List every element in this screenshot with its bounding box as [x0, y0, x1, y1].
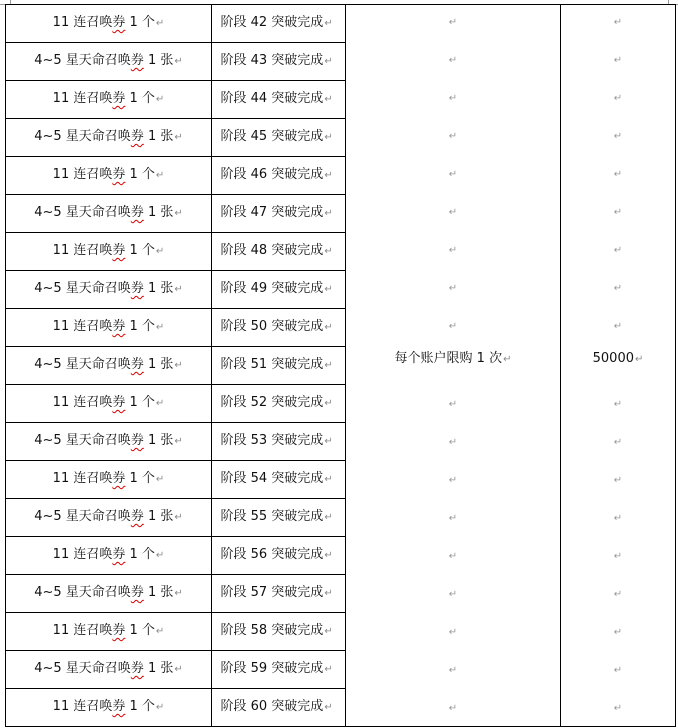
reward-text-prefix: 4~5 星天命召唤 [34, 433, 131, 448]
stage-text: 阶段 53 突破完成 [220, 433, 324, 448]
reward-text-misspelled: 券 [112, 471, 126, 486]
paragraph-mark-icon: ↵ [613, 703, 623, 714]
reward-table [5, 4, 676, 727]
reward-text-suffix: 1 张 [143, 433, 174, 448]
reward-cell[interactable] [6, 195, 212, 233]
purchase-limit-cell[interactable] [346, 5, 561, 727]
paragraph-mark-icon: ↵ [324, 18, 333, 29]
stage-text: 阶段 59 突破完成 [220, 661, 324, 676]
purchase-limit-text [346, 350, 560, 369]
paragraph-mark-icon: ↵ [174, 132, 183, 143]
paragraph-mark-icon: ↵ [613, 627, 623, 638]
paragraph-mark-icon: ↵ [155, 170, 165, 181]
stage-text: 阶段 50 突破完成 [220, 319, 324, 334]
paragraph-mark-icon: ↵ [155, 474, 165, 485]
paragraph-mark-icon: ↵ [174, 664, 183, 675]
paragraph-mark-icon: ↵ [324, 398, 333, 409]
paragraph-mark-icon: ↵ [324, 56, 333, 67]
reward-text-misspelled: 券 [130, 281, 144, 296]
reward-cell[interactable] [6, 537, 212, 575]
reward-text-prefix: 11 连召唤 [52, 699, 113, 714]
paragraph-mark-icon: ↵ [155, 322, 165, 333]
paragraph-mark-icon: ↵ [613, 513, 623, 524]
paragraph-mark-icon: ↵ [324, 94, 333, 105]
reward-text-prefix: 4~5 星天命召唤 [34, 129, 131, 144]
price-text [561, 350, 675, 369]
paragraph-mark-icon: ↵ [448, 513, 458, 524]
reward-text-suffix: 1 张 [143, 357, 174, 372]
stage-text: 阶段 57 突破完成 [220, 585, 324, 600]
reward-text-misspelled: 券 [112, 547, 126, 562]
stage-text: 阶段 54 突破完成 [220, 471, 324, 486]
paragraph-mark-icon: ↵ [448, 703, 458, 714]
paragraph-mark-icon: ↵ [324, 512, 333, 523]
paragraph-mark-icon: ↵ [324, 360, 333, 371]
reward-text-suffix: 1 张 [143, 509, 174, 524]
reward-cell[interactable] [6, 271, 212, 309]
paragraph-mark-icon: ↵ [448, 131, 458, 142]
reward-text-misspelled: 券 [112, 699, 126, 714]
stage-text: 阶段 49 突破完成 [220, 281, 324, 296]
reward-text-prefix: 11 连召唤 [52, 319, 113, 334]
stage-text: 阶段 60 突破完成 [220, 699, 324, 714]
stage-text: 阶段 48 突破完成 [220, 243, 324, 258]
paragraph-mark-icon: ↵ [174, 360, 183, 371]
paragraph-mark-icon: ↵ [174, 588, 183, 599]
paragraph-mark-icon: ↵ [155, 94, 165, 105]
table-row [6, 5, 676, 43]
stage-cell[interactable] [212, 499, 346, 537]
paragraph-mark-icon: ↵ [448, 207, 458, 218]
reward-text-suffix: 1 个 [125, 91, 155, 106]
paragraph-mark-icon: ↵ [448, 399, 458, 410]
reward-text-suffix: 1 张 [143, 129, 174, 144]
paragraph-mark-icon: ↵ [324, 246, 333, 257]
paragraph-mark-icon: ↵ [324, 132, 333, 143]
stage-cell[interactable] [212, 43, 346, 81]
reward-text-prefix: 4~5 星天命召唤 [34, 509, 131, 524]
reward-text-misspelled: 券 [112, 91, 126, 106]
reward-text-misspelled: 券 [112, 243, 126, 258]
reward-text-suffix: 1 张 [143, 661, 174, 676]
paragraph-mark-icon: ↵ [613, 437, 623, 448]
reward-cell[interactable] [6, 43, 212, 81]
paragraph-mark-icon: ↵ [448, 321, 458, 332]
reward-text-prefix: 4~5 星天命召唤 [34, 205, 131, 220]
paragraph-mark-icon: ↵ [324, 170, 333, 181]
paragraph-mark-icon: ↵ [613, 321, 623, 332]
reward-text-suffix: 1 张 [143, 281, 174, 296]
stage-text: 阶段 56 突破完成 [220, 547, 324, 562]
stage-cell[interactable] [212, 157, 346, 195]
paragraph-mark-icon: ↵ [613, 399, 623, 410]
paragraph-mark-icon: ↵ [324, 702, 333, 713]
stage-cell[interactable] [212, 5, 346, 43]
paragraph-mark-icon: ↵ [155, 702, 165, 713]
paragraph-mark-icon: ↵ [324, 436, 333, 447]
reward-cell[interactable] [6, 309, 212, 347]
reward-cell[interactable] [6, 385, 212, 423]
paragraph-mark-icon: ↵ [448, 665, 458, 676]
paragraph-mark-icon: ↵ [613, 665, 623, 676]
stage-cell[interactable] [212, 423, 346, 461]
reward-text-prefix: 4~5 星天命召唤 [34, 661, 131, 676]
reward-text-prefix: 11 连召唤 [52, 15, 113, 30]
reward-text-prefix: 4~5 星天命召唤 [34, 585, 131, 600]
reward-text-prefix: 4~5 星天命召唤 [34, 281, 131, 296]
stage-text: 阶段 45 突破完成 [220, 129, 324, 144]
reward-cell[interactable] [6, 575, 212, 613]
reward-cell[interactable] [6, 81, 212, 119]
paragraph-mark-icon: ↵ [324, 474, 333, 485]
reward-text-suffix: 1 个 [125, 623, 155, 638]
stage-cell[interactable] [212, 575, 346, 613]
reward-text-prefix: 11 连召唤 [52, 547, 113, 562]
reward-text-misspelled: 券 [112, 319, 126, 334]
reward-cell[interactable] [6, 499, 212, 537]
reward-text-suffix: 1 张 [143, 205, 174, 220]
paragraph-mark-icon: ↵ [448, 17, 458, 28]
stage-cell[interactable] [212, 689, 346, 727]
stage-text: 阶段 55 突破完成 [220, 509, 324, 524]
paragraph-mark-icon: ↵ [613, 589, 623, 600]
paragraph-mark-icon: ↵ [503, 354, 512, 365]
stage-cell[interactable] [212, 385, 346, 423]
paragraph-mark-icon: ↵ [613, 131, 623, 142]
paragraph-mark-icon: ↵ [613, 169, 623, 180]
reward-text-suffix: 1 个 [125, 699, 155, 714]
reward-text-suffix: 1 个 [125, 471, 155, 486]
stage-cell[interactable] [212, 461, 346, 499]
paragraph-mark-icon: ↵ [155, 398, 165, 409]
paragraph-mark-icon: ↵ [613, 551, 623, 562]
paragraph-mark-icon: ↵ [174, 56, 183, 67]
paragraph-mark-icon: ↵ [324, 626, 333, 637]
paragraph-mark-icon: ↵ [613, 283, 623, 294]
paragraph-mark-icon: ↵ [155, 626, 165, 637]
stage-text: 阶段 47 突破完成 [220, 205, 324, 220]
reward-text-prefix: 11 连召唤 [52, 395, 113, 410]
paragraph-mark-icon: ↵ [174, 208, 183, 219]
reward-text-misspelled: 券 [130, 585, 144, 600]
reward-cell[interactable] [6, 347, 212, 385]
reward-text-prefix: 11 连召唤 [52, 243, 113, 258]
reward-text-suffix: 1 个 [125, 243, 155, 258]
stage-text: 阶段 43 突破完成 [220, 53, 324, 68]
reward-text-misspelled: 券 [130, 509, 144, 524]
paragraph-mark-icon: ↵ [324, 208, 333, 219]
reward-text-misspelled: 券 [130, 205, 144, 220]
stage-cell[interactable] [212, 537, 346, 575]
stage-cell[interactable] [212, 233, 346, 271]
reward-text-prefix: 11 连召唤 [52, 623, 113, 638]
stage-text: 阶段 46 突破完成 [220, 167, 324, 182]
reward-cell[interactable] [6, 461, 212, 499]
paragraph-mark-icon: ↵ [613, 475, 623, 486]
reward-text-suffix: 1 个 [125, 15, 155, 30]
reward-text-misspelled: 券 [130, 129, 144, 144]
stage-text: 阶段 51 突破完成 [220, 357, 324, 372]
paragraph-mark-icon: ↵ [448, 283, 458, 294]
paragraph-mark-icon: ↵ [448, 627, 458, 638]
reward-cell[interactable] [6, 119, 212, 157]
paragraph-mark-icon: ↵ [324, 550, 333, 561]
price-value: 50000 [592, 351, 634, 366]
reward-cell[interactable] [6, 157, 212, 195]
stage-text: 阶段 52 突破完成 [220, 395, 324, 410]
reward-text-prefix: 11 连召唤 [52, 471, 113, 486]
reward-text-misspelled: 券 [130, 53, 144, 68]
reward-text-suffix: 1 张 [143, 585, 174, 600]
stage-cell[interactable] [212, 651, 346, 689]
stage-cell[interactable] [212, 271, 346, 309]
stage-cell[interactable] [212, 309, 346, 347]
reward-text-misspelled: 券 [112, 623, 126, 638]
reward-text-prefix: 4~5 星天命召唤 [34, 357, 131, 372]
reward-text-suffix: 1 个 [125, 319, 155, 334]
stage-text: 阶段 58 突破完成 [220, 623, 324, 638]
reward-text-prefix: 11 连召唤 [52, 167, 113, 182]
paragraph-mark-icon: ↵ [448, 551, 458, 562]
stage-cell[interactable] [212, 119, 346, 157]
reward-text-prefix: 4~5 星天命召唤 [34, 53, 131, 68]
reward-text-misspelled: 券 [112, 15, 126, 30]
paragraph-mark-icon: ↵ [174, 512, 183, 523]
reward-text-misspelled: 券 [130, 357, 144, 372]
paragraph-mark-icon: ↵ [613, 207, 623, 218]
paragraph-mark-icon: ↵ [324, 284, 333, 295]
reward-cell[interactable] [6, 233, 212, 271]
reward-text-misspelled: 券 [112, 167, 126, 182]
paragraph-mark-icon: ↵ [613, 93, 623, 104]
reward-text-misspelled: 券 [130, 433, 144, 448]
reward-text-suffix: 1 个 [125, 395, 155, 410]
price-cell[interactable] [561, 5, 676, 727]
reward-cell[interactable] [6, 689, 212, 727]
paragraph-mark-icon: ↵ [324, 588, 333, 599]
paragraph-mark-icon: ↵ [155, 550, 165, 561]
stage-cell[interactable] [212, 195, 346, 233]
paragraph-mark-icon: ↵ [613, 55, 623, 66]
reward-text-suffix: 1 张 [143, 53, 174, 68]
reward-text-misspelled: 券 [130, 661, 144, 676]
paragraph-mark-icon: ↵ [634, 354, 644, 365]
stage-cell[interactable] [212, 347, 346, 385]
stage-text: 阶段 44 突破完成 [220, 91, 324, 106]
reward-text-prefix: 11 连召唤 [52, 91, 113, 106]
purchase-limit-label: 每个账户限购 1 次 [394, 351, 503, 366]
paragraph-mark-icon: ↵ [174, 436, 183, 447]
paragraph-mark-icon: ↵ [448, 437, 458, 448]
paragraph-mark-icon: ↵ [448, 589, 458, 600]
stage-text: 阶段 42 突破完成 [220, 15, 324, 30]
reward-cell[interactable] [6, 613, 212, 651]
reward-cell[interactable] [6, 423, 212, 461]
paragraph-mark-icon: ↵ [613, 245, 623, 256]
paragraph-mark-icon: ↵ [448, 93, 458, 104]
reward-text-suffix: 1 个 [125, 167, 155, 182]
paragraph-mark-icon: ↵ [448, 55, 458, 66]
paragraph-mark-icon: ↵ [613, 17, 623, 28]
paragraph-mark-icon: ↵ [448, 475, 458, 486]
paragraph-mark-icon: ↵ [324, 322, 333, 333]
paragraph-mark-icon: ↵ [324, 664, 333, 675]
stage-cell[interactable] [212, 81, 346, 119]
paragraph-mark-icon: ↵ [155, 246, 165, 257]
paragraph-mark-icon: ↵ [174, 284, 183, 295]
reward-text-misspelled: 券 [112, 395, 126, 410]
reward-text-suffix: 1 个 [125, 547, 155, 562]
reward-cell[interactable] [6, 5, 212, 43]
paragraph-mark-icon: ↵ [448, 245, 458, 256]
paragraph-mark-icon: ↵ [155, 18, 165, 29]
stage-cell[interactable] [212, 613, 346, 651]
paragraph-mark-icon: ↵ [448, 169, 458, 180]
reward-cell[interactable] [6, 651, 212, 689]
